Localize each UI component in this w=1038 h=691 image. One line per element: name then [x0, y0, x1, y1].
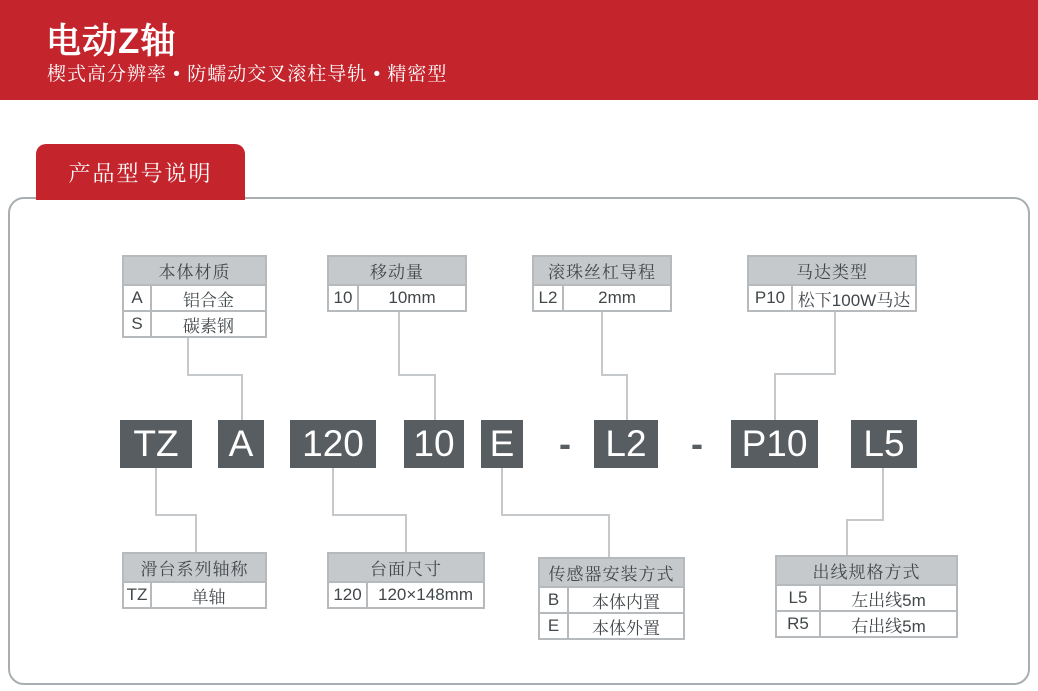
spec-value-cell: 右出线5m [851, 616, 926, 636]
model-code-segment: 10 [404, 420, 464, 468]
spec-table-title: 本体材质 [124, 257, 265, 284]
spec-table-title: 台面尺寸 [329, 554, 483, 581]
spec-table-title: 传感器安装方式 [540, 559, 683, 586]
spec-table-title: 出线规格方式 [777, 557, 956, 584]
spec-code-cell: S [124, 312, 152, 336]
spec-table-body-material [122, 255, 267, 338]
model-code-segment: P10 [731, 420, 818, 468]
model-number-panel [8, 197, 1030, 685]
spec-table-title: 滚珠丝杠导程 [534, 257, 670, 284]
spec-table-row [540, 612, 683, 638]
spec-code-cell: 120 [329, 583, 368, 607]
spec-value-cell: 单轴 [191, 587, 226, 607]
model-code-segment: E [481, 420, 523, 468]
spec-table-motor-type [747, 255, 917, 312]
model-code-separator: - [691, 423, 703, 464]
spec-value-cell: 本体外置 [592, 618, 660, 638]
spec-value-cell: 2mm [598, 288, 636, 307]
spec-code-cell: P10 [749, 286, 793, 310]
spec-value-cell: 左出线5m [851, 590, 926, 610]
spec-code-cell: A [124, 286, 152, 310]
spec-table-row [124, 581, 265, 607]
model-code-segment: A [218, 420, 264, 468]
spec-table-title: 移动量 [329, 257, 465, 284]
spec-table-row [329, 284, 465, 310]
spec-value-cell: 碳素钢 [183, 316, 234, 336]
section-tab-label: 产品型号说明 [68, 160, 213, 186]
spec-value-cell: 120×148mm [378, 585, 473, 604]
spec-table-row [124, 284, 265, 310]
spec-value-cell: 本体内置 [592, 592, 660, 612]
model-code-segment: TZ [120, 420, 192, 468]
model-code-segment: L5 [851, 420, 917, 468]
spec-table-row [534, 284, 670, 310]
spec-table-travel [327, 255, 467, 312]
spec-table-row [777, 610, 956, 636]
spec-code-cell: TZ [124, 583, 152, 607]
header-banner [0, 0, 1038, 100]
spec-table-series-name [122, 552, 267, 609]
page-subtitle: 楔式高分辨率 • 防蠕动交叉滚柱导轨 • 精密型 [47, 64, 448, 85]
spec-value-cell: 松下100W马达 [797, 290, 911, 310]
spec-code-cell: B [540, 588, 569, 612]
spec-table-table-size [327, 552, 485, 609]
spec-table-row [540, 586, 683, 612]
spec-code-cell: E [540, 614, 569, 638]
model-code-segment: 120 [290, 420, 376, 468]
spec-table-row [777, 584, 956, 610]
spec-code-cell: L5 [777, 586, 821, 610]
spec-table-row [749, 284, 915, 310]
spec-table-cable-outlet [775, 555, 958, 638]
spec-table-row [124, 310, 265, 336]
spec-value-cell: 10mm [388, 288, 436, 307]
section-tab-model-number [36, 144, 245, 200]
spec-table-title: 马达类型 [749, 257, 915, 284]
spec-code-cell: R5 [777, 612, 821, 636]
spec-code-cell: 10 [329, 286, 359, 310]
spec-code-cell: L2 [534, 286, 564, 310]
spec-table-row [329, 581, 483, 607]
spec-table-sensor-mounting [538, 557, 685, 640]
model-code-segment: L2 [594, 420, 658, 468]
model-code-separator: - [559, 423, 571, 464]
spec-table-title: 滑台系列轴称 [124, 554, 265, 581]
spec-table-screw-lead [532, 255, 672, 312]
spec-value-cell: 铝合金 [183, 290, 234, 310]
page-title: 电动Z轴 [46, 22, 177, 61]
